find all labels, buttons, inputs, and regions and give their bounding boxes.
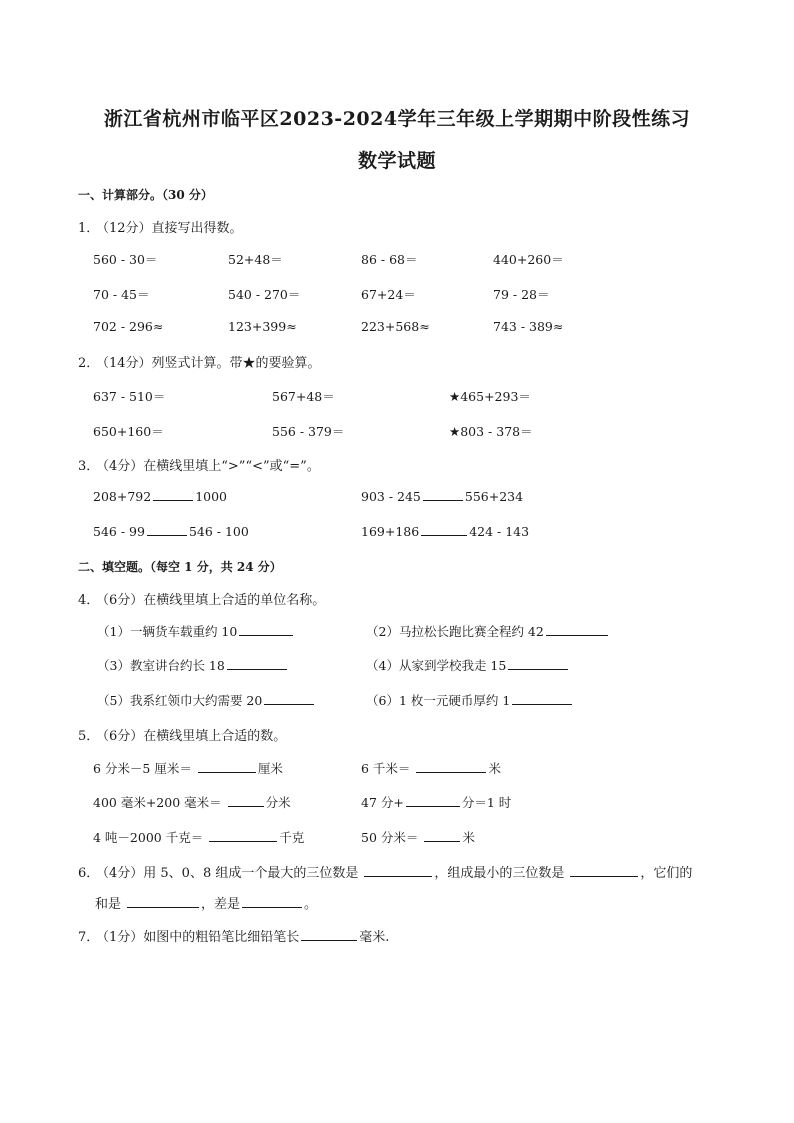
answer-blank[interactable]: [570, 864, 638, 877]
conversion-before: 6 分米－5 厘米＝: [93, 761, 192, 776]
calc-item: 440+260＝: [493, 252, 564, 267]
conversion-item: [361, 828, 475, 846]
answer-blank[interactable]: [301, 928, 357, 941]
question-number: 5．: [78, 729, 100, 744]
unit-item-text: （3）教室讲台约长 18: [97, 658, 225, 673]
compare-right: 1000: [195, 489, 228, 504]
question-text: ，组成最小的三位数是: [434, 866, 565, 881]
question-number: 4．: [78, 593, 100, 608]
vertical-calc-item-check: ★803 - 378＝: [449, 424, 533, 439]
answer-blank[interactable]: [512, 692, 572, 705]
unit-item: [366, 622, 610, 640]
question-6-continued: [95, 893, 317, 912]
compare-left: 169+186: [361, 524, 420, 539]
compare-item: [93, 523, 249, 539]
answer-blank[interactable]: [198, 760, 256, 773]
question-text: 毫米.: [359, 930, 390, 945]
answer-blank[interactable]: [264, 692, 314, 705]
unit-item-text: （6）1 枚一元硬币厚约 1: [366, 693, 511, 708]
answer-blank[interactable]: [424, 829, 460, 842]
unit-item: [97, 656, 289, 674]
page-subtitle: 数学试题: [357, 150, 436, 172]
calc-item: 86 - 68＝: [361, 252, 418, 267]
answer-blank[interactable]: [364, 864, 432, 877]
conversion-after: 米: [488, 761, 501, 776]
conversion-before: 50 分米＝: [361, 830, 419, 845]
calc-item: 79 - 28＝: [493, 287, 550, 302]
unit-item-text: （5）我系红领巾大约需要 20: [97, 693, 263, 708]
calc-item: 540 - 270＝: [228, 287, 301, 302]
answer-blank[interactable]: [227, 657, 287, 670]
unit-item: [97, 622, 295, 640]
answer-blank[interactable]: [228, 794, 264, 807]
conversion-after: 米: [462, 830, 475, 845]
answer-blank[interactable]: [127, 895, 199, 908]
question-2: [78, 352, 321, 371]
question-text: ，差是: [201, 897, 241, 912]
question-7: [78, 926, 389, 945]
calc-item: 223+568≈: [361, 319, 430, 334]
question-5: [78, 725, 286, 744]
compare-left: 903 - 245: [361, 489, 421, 504]
vertical-calc-item: 567+48＝: [272, 389, 335, 404]
question-text: （4分）用 5、0、8 组成一个最大的三位数是: [96, 866, 359, 881]
section-heading-fill-in: 二、填空题。（每空 1 分，共 24 分）: [78, 560, 282, 574]
unit-item-text: （4）从家到学校我走 15: [366, 658, 507, 673]
answer-blank[interactable]: [153, 488, 193, 501]
answer-blank[interactable]: [209, 829, 277, 842]
compare-left: 208+792: [93, 489, 152, 504]
conversion-after: 千克: [279, 830, 305, 845]
question-number: 3．: [78, 459, 100, 474]
answer-blank[interactable]: [416, 760, 486, 773]
question-text: 。: [304, 897, 318, 912]
question-3: [78, 455, 320, 474]
calc-item: 560 - 30＝: [93, 252, 158, 267]
conversion-before: 6 千米＝: [361, 761, 411, 776]
question-text: （6分）在横线里填上合适的数。: [96, 729, 287, 744]
compare-left: 546 - 99: [93, 524, 145, 539]
calc-item: 67+24＝: [361, 287, 416, 302]
conversion-after: 厘米: [257, 761, 283, 776]
question-text: （4分）在横线里填上“>”“<”或“=”。: [96, 459, 320, 474]
question-text: （1分）如图中的粗铅笔比细铅笔长: [96, 930, 300, 945]
question-text: （14分）列竖式计算。带★的要验算。: [96, 356, 321, 371]
unit-item: [97, 691, 316, 709]
conversion-item: [361, 793, 511, 811]
calc-item: 70 - 45＝: [93, 287, 150, 302]
conversion-item: [93, 759, 283, 777]
calc-item: 52+48＝: [228, 252, 283, 267]
question-6: [78, 862, 692, 881]
compare-item: [361, 488, 523, 504]
unit-item-text: （2）马拉松长跑比赛全程约 42: [366, 624, 544, 639]
compare-right: 556+234: [464, 489, 524, 504]
answer-blank[interactable]: [239, 623, 293, 636]
question-number: 7．: [78, 930, 100, 945]
conversion-before: 4 吨－2000 千克＝: [93, 830, 204, 845]
unit-item: [366, 691, 574, 709]
question-1: [78, 217, 243, 236]
answer-blank[interactable]: [546, 623, 608, 636]
compare-right: 424 - 143: [469, 524, 530, 539]
question-number: 1．: [78, 221, 100, 236]
question-number: 2．: [78, 356, 100, 371]
calc-item: 702 - 296≈: [93, 319, 164, 334]
question-text: 和是: [95, 897, 122, 912]
unit-item: [366, 656, 570, 674]
conversion-item: [93, 828, 304, 846]
compare-item: [361, 523, 529, 539]
question-4: [78, 589, 325, 608]
page-title: 浙江省杭州市临平区2023-2024学年三年级上学期期中阶段性练习: [103, 108, 691, 130]
vertical-calc-item-check: ★465+293＝: [449, 389, 531, 404]
conversion-after: 分＝1 时: [461, 795, 512, 810]
answer-blank[interactable]: [242, 895, 302, 908]
question-text: ，它们的: [640, 866, 693, 881]
answer-blank[interactable]: [423, 488, 463, 501]
conversion-after: 分米: [265, 795, 291, 810]
answer-blank[interactable]: [421, 523, 467, 536]
compare-item: [93, 488, 227, 504]
calc-item: 123+399≈: [228, 319, 297, 334]
calc-item: 743 - 389≈: [493, 319, 564, 334]
conversion-before: 400 毫米+200 毫米＝: [93, 795, 222, 810]
answer-blank[interactable]: [508, 657, 568, 670]
vertical-calc-item: 637 - 510＝: [93, 389, 166, 404]
conversion-item: [93, 793, 291, 811]
question-number: 6．: [78, 866, 100, 881]
conversion-item: [361, 759, 501, 777]
conversion-before: 47 分+: [361, 795, 404, 810]
unit-item-text: （1）一辆货车载重约 10: [97, 624, 238, 639]
answer-blank[interactable]: [406, 794, 460, 807]
vertical-calc-item: 556 - 379＝: [272, 424, 345, 439]
answer-blank[interactable]: [147, 523, 187, 536]
section-heading-calculation: 一、计算部分。（30 分）: [78, 188, 213, 202]
compare-right: 546 - 100: [188, 524, 249, 539]
vertical-calc-item: 650+160＝: [93, 424, 164, 439]
question-text: （12分）直接写出得数。: [96, 221, 243, 236]
question-text: （6分）在横线里填上合适的单位名称。: [96, 593, 326, 608]
